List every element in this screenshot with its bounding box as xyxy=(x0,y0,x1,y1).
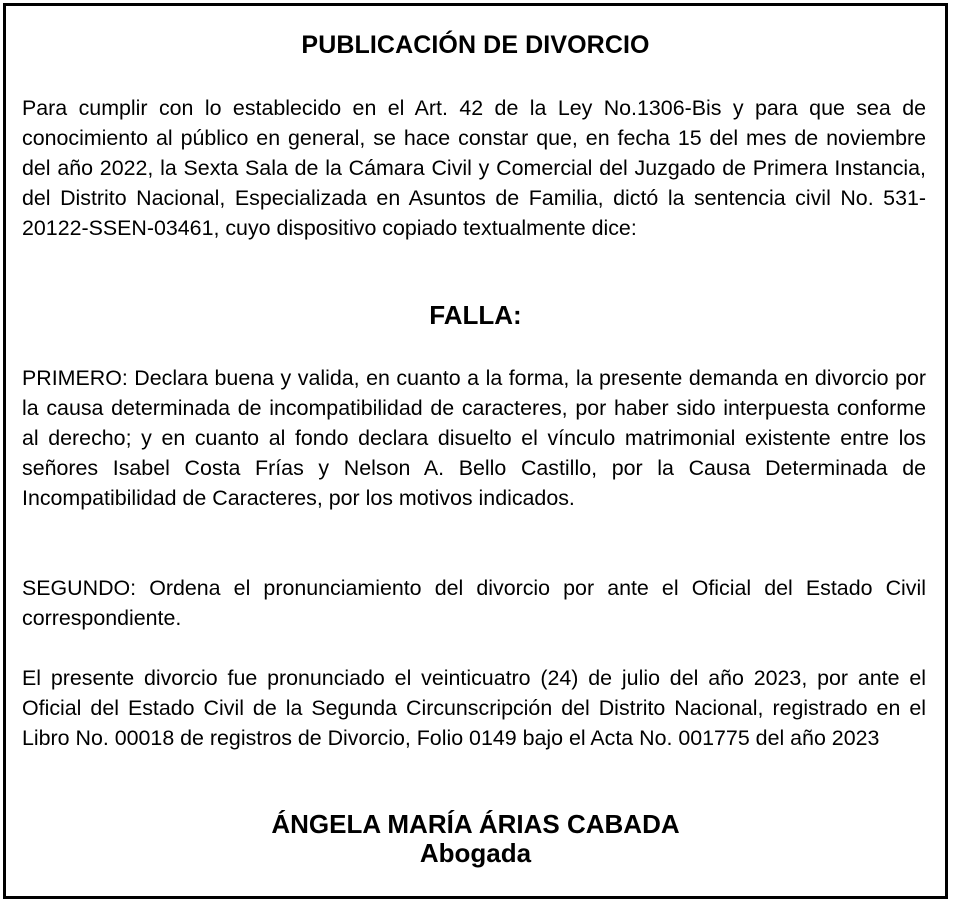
signatory-title: Abogada xyxy=(419,838,532,868)
signature-block xyxy=(6,810,945,868)
signatory-name: ÁNGELA MARÍA ÁRIAS CABADA xyxy=(271,809,680,839)
divorce-notice xyxy=(3,3,948,899)
falla-heading: FALLA: xyxy=(429,300,522,330)
segundo-paragraph: SEGUNDO: Ordena el pronunciamiento del divorcio por ante el Oficial del Estado Civil correspondiente. xyxy=(22,576,926,630)
notice-title: PUBLICACIÓN DE DIVORCIO xyxy=(301,31,650,59)
primero-paragraph: PRIMERO: Declara buena y valida, en cuanto a la forma, la presente demanda en divorcio por la causa determinada de incompatibilidad de caracteres, por haber sido interpuesta conforme al derecho; y en cuanto al fondo declara disuelto el vínculo matrimonial existente entre los señores Isabel Costa Frías y Nelson A. Bello Castillo, por la Causa Determinada de Incompatibilidad de Caracteres, por los motivos indicados. xyxy=(22,366,926,510)
pronouncement-paragraph: El presente divorcio fue pronunciado el veinticuatro (24) de julio del año 2023, por ante el Oficial del Estado Civil de la Segunda Circunscripción del Distrito Nacional, registrado en el Libro No. 00018 de registros de Divorcio, Folio 0149 bajo el Acta No. 001775 del año 2023 xyxy=(22,666,926,750)
intro-paragraph: Para cumplir con lo establecido en el Art. 42 de la Ley No.1306-Bis y para que sea de conocimiento al público en general, se hace constar que, en fecha 15 del mes de noviembre del año 2022, la Sexta Sala de la Cámara Civil y Comercial del Juzgado de Primera Instancia, del Distrito Nacional, Especializada en Asuntos de Familia, dictó la sentencia civil No. 531-20122-SSEN-03461, cuyo dispositivo copiado textualmente dice: xyxy=(22,96,926,240)
